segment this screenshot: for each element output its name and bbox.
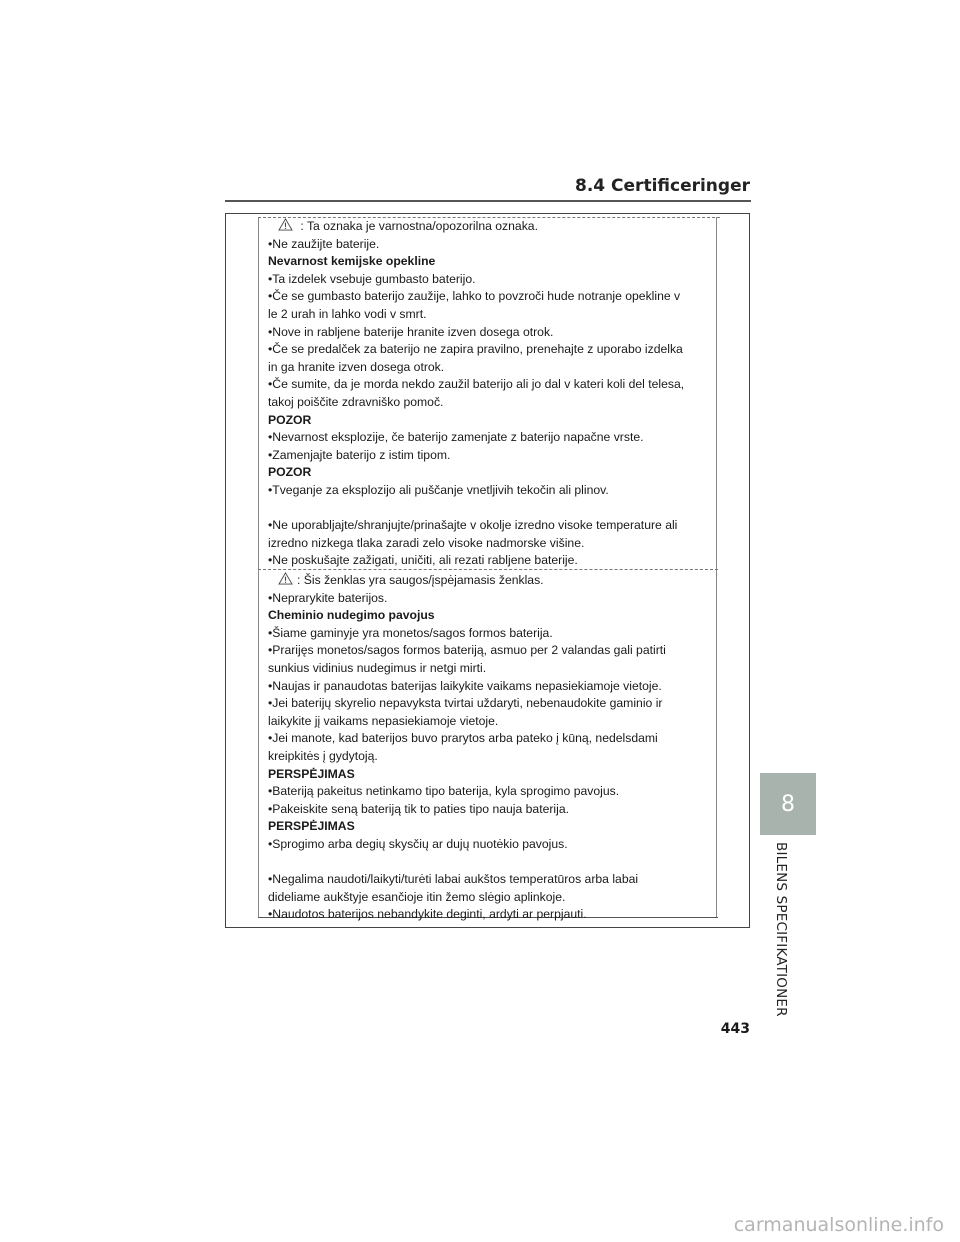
lithuanian-lines xyxy=(268,590,718,924)
label-text-line: •Pakeiskite seną bateriją tik to paties tipo nauja baterija. xyxy=(268,801,570,816)
label-text-line: •Neprarykite baterijos. xyxy=(268,590,388,605)
label-heading: POZOR xyxy=(268,465,312,480)
label-text-line: •Tveganje za eksplozijo ali puščanje vnetljivih tekočin ali plinov. xyxy=(268,482,609,497)
label-text-line: laikykite jį vaikams nepasiekiamoje vietoje. xyxy=(268,713,499,728)
label-text-line: izredno nizkega tlaka zaradi zelo visoke nadmorske višine. xyxy=(268,535,585,550)
section-title: 8.4 Certificeringer xyxy=(575,176,750,196)
label-heading: Nevarnost kemijske opekline xyxy=(268,254,436,269)
chapter-number: 8 xyxy=(781,791,795,817)
lithuanian-warning-block xyxy=(268,572,718,924)
label-text-line: •Negalima naudoti/laikyti/turėti labai aukštos temperatūros arba labai xyxy=(268,872,639,887)
label-text-line: •Naudotos baterijos nebandykite deginti, ardyti ar perpjauti. xyxy=(268,907,587,922)
label-text-line: •Šiame gaminyje yra monetos/sagos formos baterija. xyxy=(268,625,553,640)
chapter-tab[interactable] xyxy=(760,773,816,835)
slovenian-warning-block xyxy=(268,218,718,570)
label-heading: Cheminio nudegimo pavojus xyxy=(268,608,435,623)
warning-symbol-line-lt xyxy=(268,572,718,590)
label-text-line: •Zamenjajte baterijo z istim tipom. xyxy=(268,447,451,462)
blank-line xyxy=(268,500,718,518)
label-text-line: •Če se gumbasto baterijo zaužije, lahko to povzroči hude notranje opekline v xyxy=(268,289,681,304)
label-text-line: sunkius vidinius nudegimus ir netgi mirti. xyxy=(268,660,487,675)
page-number: 443 xyxy=(720,1021,750,1037)
label-text-line: •Nove in rabljene baterije hranite izven dosega otrok. xyxy=(268,324,554,339)
label-text-line: •Ne zaužijte baterije. xyxy=(268,236,380,251)
label-text-line: •Če sumite, da je morda nekdo zaužil baterijo ali jo dal v kateri koli del telesa, xyxy=(268,377,685,392)
label-text-line: le 2 urah in lahko vodi v smrt. xyxy=(268,306,427,321)
label-text-line: •Nevarnost eksplozije, če baterijo zamenjate z baterijo napačne vrste. xyxy=(268,430,644,445)
label-text-line: •Če se predalček za baterijo ne zapira pravilno, prenehajte z uporabo izdelka xyxy=(268,342,683,357)
label-text-line: •Naujas ir panaudotas baterijas laikykite vaikams nepasiekiamoje vietoje. xyxy=(268,678,662,693)
label-text-line: takoj poiščite zdravniško pomoč. xyxy=(268,394,444,409)
chapter-title: BILENS SPECIFIKATIONER xyxy=(773,842,789,1017)
watermark: carmanualsonline.info xyxy=(733,1214,944,1236)
label-text-line: •Bateriją pakeitus netinkamo tipo baterija, kyla sprogimo pavojus. xyxy=(268,784,620,799)
warning-symbol-text-sl: : Ta oznaka je varnostna/opozorilna oznaka. xyxy=(297,219,538,233)
label-text-line: •Ne uporabljajte/shranjujte/prinašajte v okolje izredno visoke temperature ali xyxy=(268,518,678,533)
label-heading: PERSPĖJIMAS xyxy=(268,766,355,781)
label-text-line: •Ta izdelek vsebuje gumbasto baterijo. xyxy=(268,271,476,286)
label-text-line: in ga hranite izven dosega otrok. xyxy=(268,359,445,374)
warning-symbol-text-lt: : Šis ženklas yra saugos/įspėjamasis ženklas. xyxy=(297,573,544,587)
slovenian-lines xyxy=(268,236,718,570)
blank-line xyxy=(268,854,718,872)
label-text-line: •Prarijęs monetos/sagos formos bateriją, asmuo per 2 valandas gali patirti xyxy=(268,643,666,658)
label-text-line: kreipkitės į gydytoją. xyxy=(268,748,378,763)
label-text-line: •Ne poskušajte zažigati, uničiti, ali rezati rabljene baterije. xyxy=(268,553,578,568)
label-text-line: dideliame aukštyje esančioje itin žemo slėgio aplinkoje. xyxy=(268,889,566,904)
label-text-line: •Jei manote, kad baterijos buvo prarytos arba pateko į kūną, nedelsdami xyxy=(268,731,658,746)
warning-triangle-icon xyxy=(278,218,293,231)
warning-symbol-line-sl xyxy=(268,218,718,236)
label-heading: PERSPĖJIMAS xyxy=(268,819,355,834)
warning-triangle-icon xyxy=(278,572,293,585)
label-heading: POZOR xyxy=(268,412,312,427)
label-text-line: •Jei baterijų skyrelio nepavyksta tvirtai uždaryti, nebenaudokite gaminio ir xyxy=(268,696,663,711)
title-rule xyxy=(225,200,751,202)
label-text-line: •Sprogimo arba degių skysčių ar dujų nuotėkio pavojus. xyxy=(268,836,568,851)
